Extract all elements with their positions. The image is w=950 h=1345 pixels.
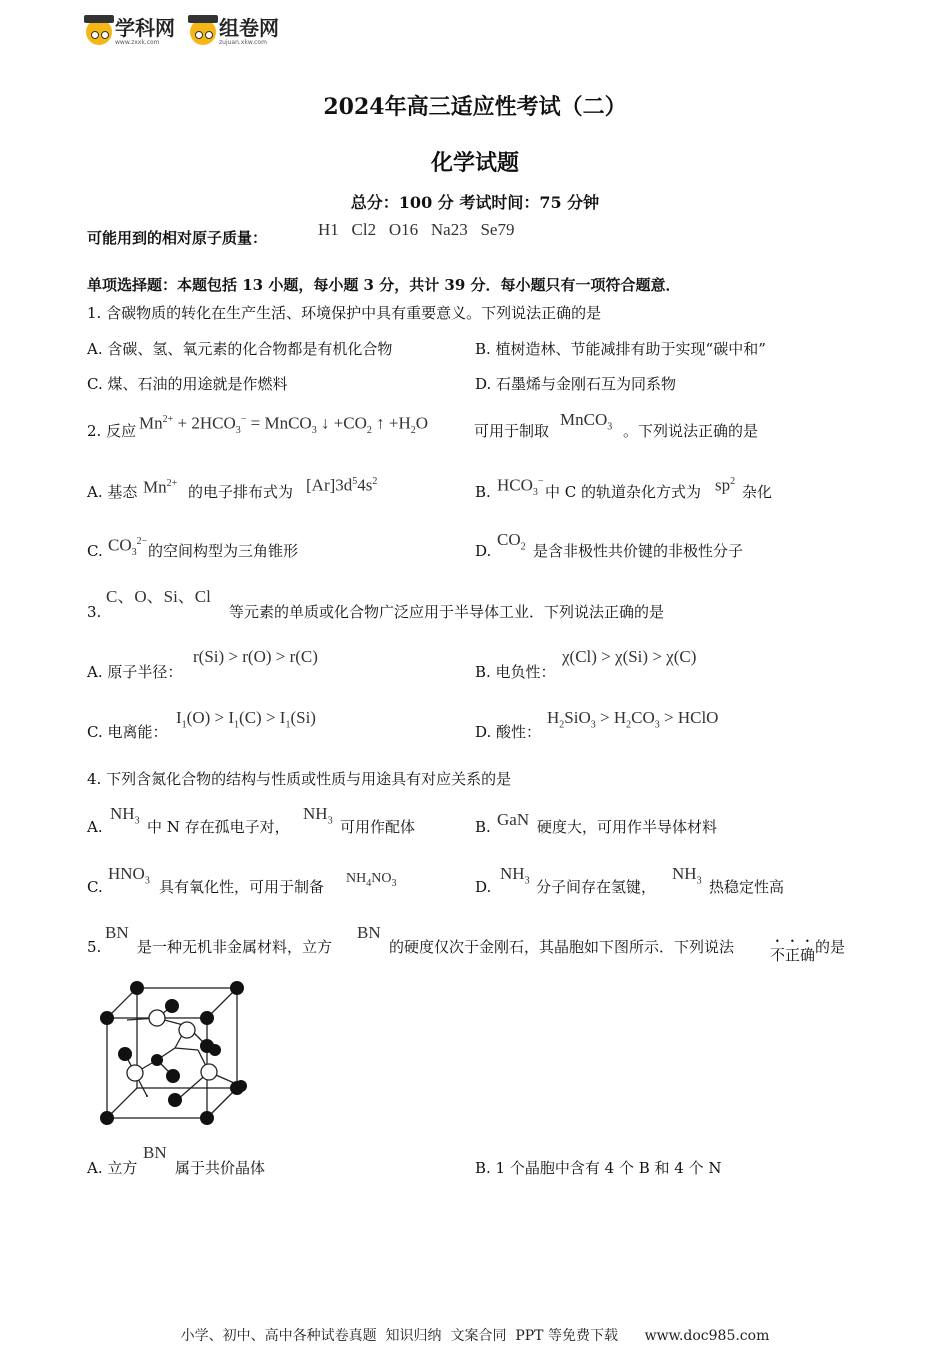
- q2-stem-pre: 2. 反应: [87, 422, 137, 440]
- q2-stem-post: 。下列说法正确的是: [623, 422, 759, 440]
- q3-d-formula: $H_2SiO_3 > H_2CO_3$ > HClO: [547, 708, 719, 731]
- q4-a-formula2: $NH_3$: [303, 804, 333, 827]
- q2-a-pre: A. 基态: [87, 483, 138, 501]
- q4-d-formula: $NH_3$: [500, 864, 530, 887]
- q4-d-pre: D.: [475, 878, 492, 896]
- q1-option-c: C. 煤、石油的用途就是作燃料: [87, 375, 288, 393]
- q2-reaction-equation: $Mn^{2+} + 2HCO_3^-$ = MnCO$_3$ ↓ $+CO_2$ ↑ $+H_2O$: [139, 413, 429, 437]
- q2-b-pre: B.: [475, 483, 491, 501]
- q2-b-post: 杂化: [742, 483, 773, 501]
- mascot-icon: [86, 19, 112, 45]
- q2-b-hybrid: $sp^2$: [715, 475, 736, 495]
- q2-b-mid: 中 C 的轨道杂化方式为: [545, 483, 702, 501]
- q2-c-pre: C.: [87, 542, 103, 560]
- q1-option-d: D. 石墨烯与金刚石互为同系物: [475, 375, 677, 393]
- q5-option-b: B. 1 个晶胞中含有 4 个 B 和 4 个 N: [475, 1159, 722, 1177]
- q4-a-mid: 中 N 存在孤电子对，: [147, 818, 290, 836]
- q3-elements: C、O、Si、Cl: [106, 587, 211, 606]
- q2-stem-mid: 可用于制取: [474, 422, 550, 440]
- q2-a-mid: 的电子排布式为: [188, 483, 294, 501]
- logo2-name: 组卷网: [219, 16, 279, 40]
- mascot-icon: [190, 19, 216, 45]
- q4-a-pre: A.: [87, 818, 103, 836]
- zujuan-logo: [190, 14, 279, 50]
- logo2-url: zujuan.xkw.com: [219, 39, 267, 46]
- q4-stem: 4. 下列含氮化合物的结构与性质或性质与用途具有对应关系的是: [87, 770, 512, 788]
- atomic-masses: H1 Cl2 O16 Na23 Se79: [318, 220, 515, 239]
- logo1-name: 学科网: [115, 16, 175, 40]
- q2-c-formula: $CO_3^{2-}$: [108, 535, 148, 559]
- q4-c-product: $NH_4NO_3$: [346, 871, 397, 889]
- q5-a-post: 属于共价晶体: [175, 1159, 266, 1177]
- q5-stem-post1: 的硬度仅次于金刚石，其晶胞如下图所示．下列说法: [389, 938, 735, 956]
- section-heading: 单项选择题：本题包括 13 小题，每小题 3 分，共计 39 分．每小题只有一项符合题意．: [87, 276, 681, 294]
- q5-a-formula: BN: [143, 1143, 167, 1162]
- q5-formula: BN: [105, 923, 129, 942]
- q4-b-pre: B.: [475, 818, 491, 836]
- q3-a-formula: r(Si) > r(O) > r(C): [193, 647, 318, 666]
- q4-d-mid: 分子间存在氢键，: [536, 878, 657, 896]
- q4-c-pre: C.: [87, 878, 103, 896]
- q3-stem-post: 等元素的单质或化合物广泛应用于半导体工业．下列说法正确的是: [229, 603, 665, 621]
- q4-b-formula: GaN: [497, 810, 530, 829]
- q1-option-a: A. 含碳、氢、氧元素的化合物都是有机化合物: [87, 340, 393, 358]
- q2-c-post: 的空间构型为三角锥形: [148, 542, 299, 560]
- exam-title: 2024年高三适应性考试（二）: [323, 94, 627, 120]
- q3-c-formula: $I_1(O) > I_1(C) > I_1(Si)$: [176, 708, 316, 731]
- logo1-url: www.zxxk.com: [115, 39, 160, 46]
- q3-b-label: B. 电负性：: [475, 663, 556, 681]
- q3-c-label: C. 电离能：: [87, 723, 168, 741]
- q4-d-formula2: $NH_3$: [672, 864, 702, 887]
- q5-stem-post2: 的是: [815, 938, 846, 956]
- q2-d-pre: D.: [475, 542, 492, 560]
- atomic-label: 可能用到的相对原子质量：: [87, 229, 268, 247]
- subject-title: 化学试题: [430, 150, 519, 176]
- bn-unit-cell-diagram: [95, 978, 255, 1128]
- q4-c-mid: 具有氧化性，可用于制备: [159, 878, 325, 896]
- q5-num: 5.: [87, 938, 102, 956]
- page-footer: 小学、初中、高中各种试卷真题 知识归纳 文案合同 PPT 等免费下载 www.doc985.com: [180, 1328, 770, 1344]
- q2-a-formula: $Mn^{2+}$: [143, 477, 178, 497]
- q4-d-post: 热稳定性高: [709, 878, 785, 896]
- q2-d-post: 是含非极性共价键的非极性分子: [533, 542, 744, 560]
- q2-b-formula: $HCO_3^-$: [497, 475, 544, 499]
- q5-formula2: BN: [357, 923, 381, 942]
- q3-b-formula: χ(Cl) > χ(Si) > χ(C): [562, 647, 697, 666]
- q3-num: 3.: [87, 603, 102, 621]
- q4-c-formula: $HNO_3$: [108, 864, 150, 887]
- q3-a-label: A. 原子半径：: [87, 663, 183, 681]
- q2-d-formula: $CO_2$: [497, 530, 526, 553]
- exam-meta: 总分：100 分 考试时间：75 分钟: [350, 193, 600, 212]
- q5-stem-emphasis: 不正确: [770, 946, 816, 964]
- xkw-logo: [86, 14, 175, 50]
- q3-d-label: D. 酸性：: [475, 723, 542, 741]
- q4-b-post: 硬度大，可用作半导体材料: [537, 818, 718, 836]
- q4-a-post: 可用作配体: [340, 818, 416, 836]
- q2-product-formula: MnCO$_3$: [560, 410, 613, 433]
- q1-option-b: B. 植树造林、节能减排有助于实现“碳中和”: [475, 340, 766, 358]
- q1-stem: 1. 含碳物质的转化在生产生活、环境保护中具有重要意义。下列说法正确的是: [87, 304, 602, 322]
- q5-stem-mid: 是一种无机非金属材料，立方: [137, 938, 333, 956]
- q5-a-pre: A. 立方: [87, 1159, 138, 1177]
- q2-a-config: $[Ar]3d^54s^2$: [306, 475, 378, 495]
- q4-a-formula: $NH_3$: [110, 804, 140, 827]
